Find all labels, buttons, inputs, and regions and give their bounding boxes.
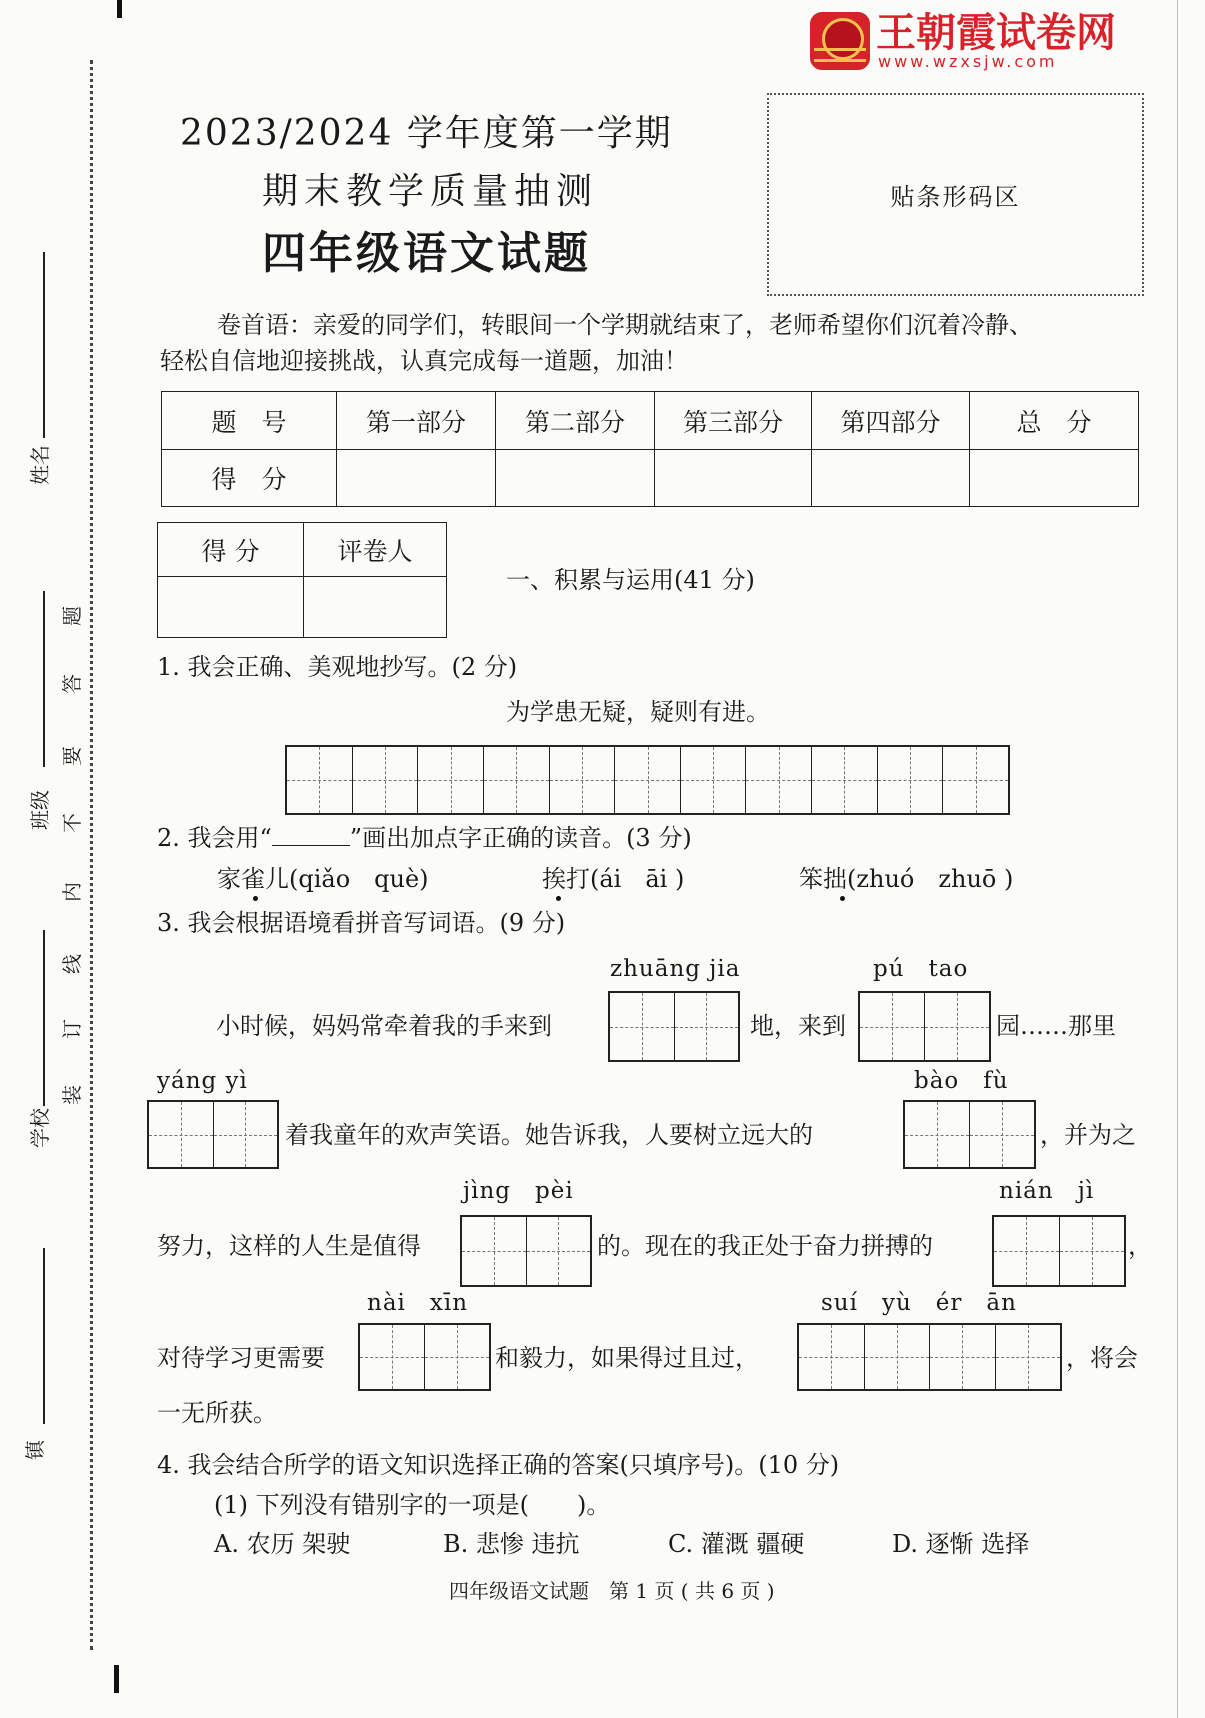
intro-line-2: 轻松自信地迎接挑战，认真完成每一道题，加油！ bbox=[160, 347, 688, 375]
pinyin-label: jìng pèi bbox=[463, 1178, 574, 1204]
answer-grid[interactable] bbox=[147, 1100, 279, 1169]
question-1: 1. 我会正确、美观地抄写。(2 分) bbox=[157, 653, 518, 681]
question-3: 3. 我会根据语境看拼音写词语。(9 分) bbox=[157, 909, 566, 937]
item-options: (qiǎo què) bbox=[289, 865, 429, 893]
answer-grid[interactable] bbox=[608, 991, 740, 1062]
pronunciation-item bbox=[217, 867, 429, 891]
score-table-header: 第四部分 bbox=[812, 392, 970, 450]
passage-text: 着我童年的欢声笑语。她告诉我，人要树立远大的 bbox=[285, 1121, 813, 1149]
answer-grid[interactable] bbox=[992, 1215, 1126, 1287]
right-edge-line bbox=[1177, 0, 1178, 1718]
score-cell bbox=[496, 450, 655, 507]
answer-grid[interactable] bbox=[460, 1215, 592, 1287]
pinyin-label: nián jì bbox=[999, 1178, 1095, 1204]
grader-score-cell bbox=[158, 577, 304, 638]
grader-name-header: 评卷人 bbox=[304, 523, 447, 577]
pinyin-label: zhuāng jia bbox=[610, 956, 741, 982]
name-label: 姓名 bbox=[28, 445, 52, 485]
passage-text: 一无所获。 bbox=[157, 1399, 277, 1427]
answer-grid[interactable] bbox=[358, 1323, 491, 1391]
emphasis-dot bbox=[556, 896, 561, 901]
pronunciation-item bbox=[542, 867, 684, 891]
binding-warning-char: 订 bbox=[60, 1019, 84, 1039]
pinyin-label: bào fù bbox=[914, 1068, 1009, 1094]
item-word: 笨拙 bbox=[799, 865, 847, 893]
pinyin-label: suí yù ér ān bbox=[821, 1290, 1017, 1316]
grader-table bbox=[157, 522, 447, 638]
class-line bbox=[43, 591, 45, 767]
score-row-label: 得 分 bbox=[162, 450, 337, 507]
binding-warning-char: 内 bbox=[60, 882, 84, 902]
score-table-header: 第三部分 bbox=[655, 392, 812, 450]
section-title: 一、积累与运用(41 分) bbox=[506, 566, 755, 594]
name-line bbox=[43, 252, 45, 438]
item-options: (ái āi ) bbox=[590, 865, 685, 893]
grader-name-cell bbox=[304, 577, 447, 638]
grader-score-header: 得 分 bbox=[158, 523, 304, 577]
score-cell bbox=[812, 450, 970, 507]
binding-warning-char: 装 bbox=[60, 1085, 84, 1105]
town-line bbox=[43, 1248, 45, 1424]
binding-warning-char: 线 bbox=[60, 954, 84, 974]
barcode-area-label: 贴条形码区 bbox=[890, 183, 1021, 211]
passage-text: 小时候，妈妈常牵着我的手来到 bbox=[216, 1012, 552, 1040]
answer-grid[interactable] bbox=[797, 1323, 1062, 1391]
passage-text: 和毅力，如果得过且过， bbox=[495, 1344, 759, 1372]
score-cell bbox=[970, 450, 1139, 507]
intro-line-1: 卷首语：亲爱的同学们，转眼间一个学期就结束了，老师希望你们沉着冷静、 bbox=[217, 311, 1033, 339]
binding-warning-char: 不 bbox=[60, 813, 84, 833]
exam-year-term: 2023/2024 学年度第一学期 bbox=[180, 113, 673, 154]
score-table-header: 第一部分 bbox=[337, 392, 496, 450]
page-footer: 四年级语文试题 第 1 页 ( 共 6 页 ) bbox=[449, 1579, 775, 1603]
school-label: 学校 bbox=[28, 1108, 52, 1148]
registration-mark-top bbox=[117, 0, 122, 18]
option-a: A. 农历 架驶 bbox=[214, 1530, 351, 1558]
answer-grid[interactable] bbox=[858, 991, 991, 1062]
binding-warning-char: 答 bbox=[60, 674, 84, 694]
pinyin-label: pú tao bbox=[873, 956, 969, 982]
answer-grid[interactable] bbox=[903, 1100, 1036, 1169]
passage-text: ，将会 bbox=[1066, 1344, 1138, 1372]
option-d: D. 逐惭 选择 bbox=[892, 1530, 1030, 1558]
question-2-suffix: ”画出加点字正确的读音。(3 分) bbox=[349, 824, 692, 852]
town-label: 镇 bbox=[23, 1440, 47, 1460]
binding-dotted-line bbox=[90, 60, 93, 1650]
pinyin-label: yáng yì bbox=[157, 1068, 248, 1094]
copy-writing-grid[interactable] bbox=[285, 745, 1010, 815]
score-cell bbox=[655, 450, 812, 507]
exam-title: 四年级语文试题 bbox=[262, 228, 591, 279]
barcode-area bbox=[767, 93, 1144, 296]
question-4: 4. 我会结合所学的语文知识选择正确的答案(只填序号)。(10 分) bbox=[157, 1451, 840, 1479]
logo-badge-icon bbox=[810, 12, 870, 70]
passage-text: 对待学习更需要 bbox=[157, 1344, 325, 1372]
emphasis-dot bbox=[840, 896, 845, 901]
passage-text: 努力，这样的人生是值得 bbox=[157, 1232, 421, 1260]
passage-text: 地，来到 bbox=[750, 1012, 846, 1040]
score-table bbox=[161, 391, 1139, 507]
option-c: C. 灌溉 疆硬 bbox=[668, 1530, 805, 1558]
question-2-prefix: 2. 我会用“ bbox=[157, 824, 272, 852]
logo-url: www.wzxsjw.com bbox=[878, 52, 1058, 71]
exam-type: 期末教学质量抽测 bbox=[262, 171, 599, 212]
logo-name: 王朝霞试卷网 bbox=[876, 10, 1116, 56]
score-cell bbox=[337, 450, 496, 507]
class-label: 班级 bbox=[28, 790, 52, 830]
item-word: 挨打 bbox=[542, 865, 590, 893]
binding-warning-char: 要 bbox=[60, 746, 84, 766]
item-options: (zhuó zhuō ) bbox=[847, 865, 1014, 893]
pinyin-label: nài xīn bbox=[367, 1290, 469, 1316]
school-line bbox=[43, 930, 45, 1106]
binding-warning-char: 题 bbox=[60, 606, 84, 626]
emphasis-dot bbox=[253, 896, 258, 901]
registration-mark-bottom bbox=[114, 1665, 119, 1693]
underline-sample bbox=[272, 823, 350, 846]
passage-text: ， bbox=[1128, 1232, 1152, 1260]
score-table-header: 题 号 bbox=[162, 392, 337, 450]
pronunciation-item bbox=[799, 867, 1013, 891]
passage-text: ，并为之 bbox=[1040, 1121, 1136, 1149]
passage-text: 园……那里 bbox=[996, 1012, 1116, 1040]
item-word: 家雀儿 bbox=[217, 865, 289, 893]
question-2 bbox=[157, 823, 692, 850]
score-table-header: 第二部分 bbox=[496, 392, 655, 450]
option-b: B. 悲惨 违抗 bbox=[443, 1530, 580, 1558]
passage-text: 的。现在的我正处于奋力拼搏的 bbox=[597, 1232, 933, 1260]
copy-sentence: 为学患无疑，疑则有进。 bbox=[506, 698, 770, 726]
score-table-header: 总 分 bbox=[970, 392, 1139, 450]
question-4-sub-1: (1) 下列没有错别字的一项是( )。 bbox=[214, 1491, 611, 1519]
